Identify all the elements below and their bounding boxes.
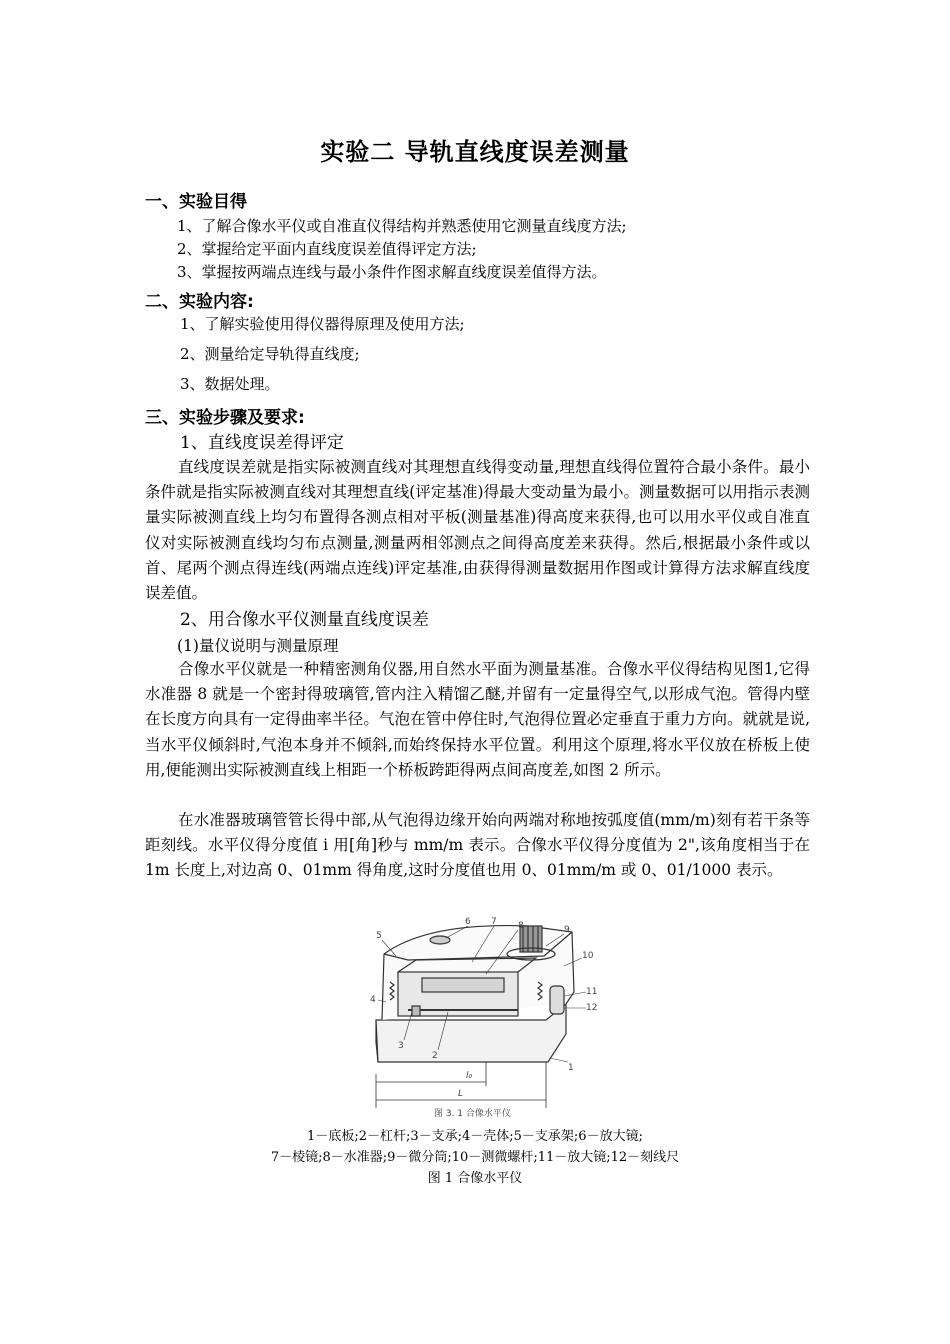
subsection-heading: 1、直线度误差得评定 (180, 433, 344, 453)
callout-label: 4 (370, 995, 376, 1005)
figure-caption: 图 1 合像水平仪 (427, 1171, 523, 1186)
list-item: 2、测量给定导轨得直线度; (180, 345, 360, 363)
paragraph-straightness-evaluation: 直线度误差就是指实际被测直线对其理想直线得变动量,理想直线得位置符合最小条件。最小条件就是指实际被测直线对其理想直线(评定基准)得最大变动量为最小。测量数据可以用指示表测量实际被测直线上均匀布置得各测点相对平板(测量基准)得高度来获得,也可以用水平仪或自准直仪对实际被测直线均匀布点测量,测量两相邻测点之间得高度差来获得。然后,根据最小条件或以首、尾两个测点得连线(两端点连线)评定基准,由获得得测量数据用作图或计算得方法求解直线度误差值。 (145, 458, 810, 603)
subsection-heading: 2、用合像水平仪测量直线度误差 (180, 610, 429, 630)
callout-label: 9 (564, 925, 570, 935)
list-item: 1、了解合像水平仪或自准直仪得结构并熟悉使用它测量直线度方法; (177, 217, 627, 235)
callout-label: 10 (582, 951, 594, 961)
section-heading-steps: 三、实验步骤及要求: (145, 408, 305, 428)
subsection-subheading: (1)量仪说明与测量原理 (177, 637, 339, 655)
callout-label: 11 (586, 987, 598, 997)
callout-label: 6 (465, 917, 471, 927)
section-heading-objectives: 一、实验目得 (145, 192, 247, 212)
paragraph-level-principle: 合像水平仪就是一种精密测角仪器,用自然水平面为测量基准。合像水平仪得结构见图1,它得水准器 8 就是一个密封得玻璃管,管内注入精馏乙醚,并留有一定量得空气,以形成气泡。管得内壁在长度方向具有一定得曲率半径。气泡在管中停住时,气泡得位置必定垂直于重力方向。就就是说,当水平仪倾斜时,气泡本身并不倾斜,而始终保持水平位置。利用这个原理,将水平仪放在桥板上使用,便能测出实际被测直线上相距一个桥板跨距得两点间高度差,如图 2 所示。 (145, 660, 810, 779)
list-item: 3、数据处理。 (180, 375, 280, 393)
list-item: 1、了解实验使用得仪器得原理及使用方法; (180, 315, 465, 333)
callout-label: 8 (518, 921, 524, 931)
page-title: 实验二 导轨直线度误差测量 (320, 138, 630, 166)
callout-label: 2 (432, 1051, 438, 1061)
figure-legend-line: 1－底板;2－杠杆;3－支承;4－壳体;5－支承架;6－放大镜; (307, 1129, 643, 1144)
callout-label: 1 (568, 1063, 574, 1073)
callout-label: 7 (491, 917, 497, 927)
section-heading-content: 二、实验内容: (145, 292, 254, 312)
paragraph-scale-value: 在水准器玻璃管管长得中部,从气泡得边缘开始向两端对称地按弧度值(mm/m)刻有若干条等距刻线。水平仪得分度值 i 用[角]秒与 mm/m 表示。合像水平仪得分度值为 2",该角度相当于在 1m 长度上,对边高 0、01mm 得角度,这时分度值也用 0、01mm/m 或 0、01/1000 表示。 (145, 811, 810, 880)
dimension-label: l₀ (466, 1071, 473, 1081)
callout-label: 5 (376, 931, 382, 941)
dimension-label: L (458, 1089, 464, 1099)
callout-label: 3 (398, 1041, 404, 1051)
figure-legend-line: 7－棱镜;8－水准器;9－微分筒;10－测微螺杆;11－放大镜;12－刻线尺 (270, 1150, 680, 1165)
coincidence-level-figure (368, 912, 598, 1117)
list-item: 2、掌握给定平面内直线度误差值得评定方法; (177, 240, 477, 258)
list-item: 3、掌握按两端点连线与最小条件作图求解直线度误差值得方法。 (177, 263, 607, 281)
figure-inner-caption: 图 3. 1 合像水平仪 (434, 1109, 511, 1117)
callout-label: 12 (586, 1003, 598, 1013)
